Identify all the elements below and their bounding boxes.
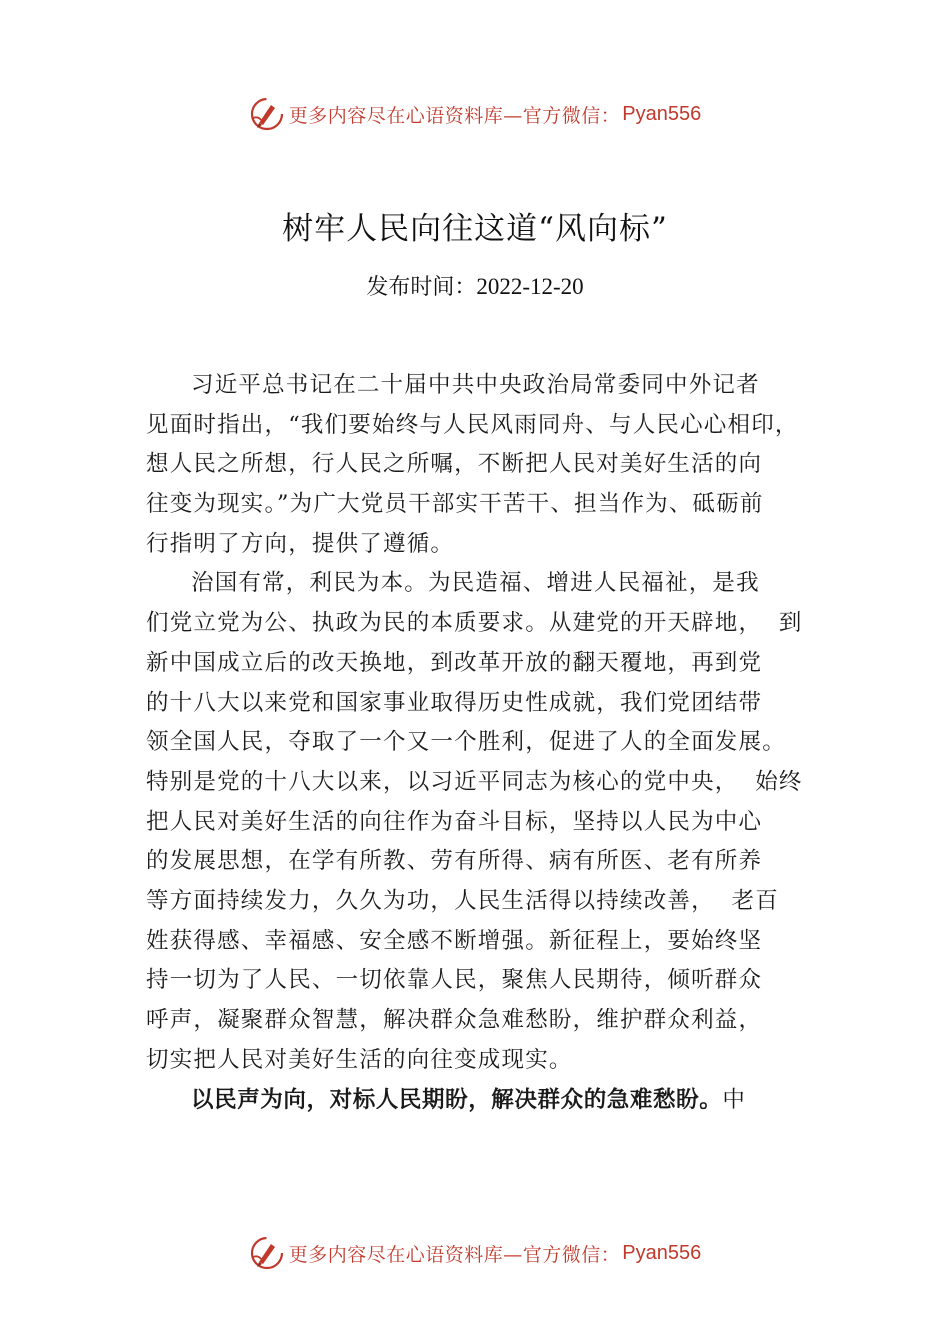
- paragraph-line: 的发展思想，在学有所教、劳有所得、病有所医、老有所养: [146, 848, 763, 875]
- paragraph-line: 姓获得感、幸福感、安全感不断增强。新征程上，要始终坚: [146, 927, 763, 954]
- banner-text: 更多内容尽在心语资料库—官方微信：: [288, 104, 621, 127]
- paragraph-line: 想人民之所想，行人民之所嘱，不断把人民对美好生活的向: [146, 451, 763, 478]
- paragraph-line: 行指明了方向，提供了遵循。: [146, 530, 455, 557]
- article-body: [146, 366, 822, 1120]
- paragraph-line: 见面时指出，“我们要始终与人民风雨同舟、与人民心心相印，: [146, 411, 799, 438]
- footer-banner: [0, 1233, 950, 1273]
- paragraph-line: 治国有常，利民为本。为民造福、增进人民福祉，是我: [191, 570, 760, 597]
- paragraph-line: 习近平总书记在二十届中共中央政治局常委同中外记者: [191, 372, 760, 398]
- banner-wechat-id: Pyan556: [622, 1241, 702, 1264]
- paragraph-line: 呼声，凝聚群众智慧，解决群众急难愁盼，维护群众利益，: [146, 1007, 763, 1033]
- paragraph-line: 新中国成立后的改天换地，到改革开放的翻天覆地，再到党: [146, 649, 763, 676]
- header-banner: [0, 94, 950, 134]
- continuation-text: 中: [722, 1087, 746, 1114]
- banner-text: 更多内容尽在心语资料库—官方微信：: [288, 1243, 621, 1266]
- paragraph-line: 们党立党为公、执政为民的本质要求。从建党的开天辟地， 到: [146, 610, 803, 637]
- bold-lead-text: 以民声为向，对标人民期盼，解决群众的急难愁盼。: [191, 1087, 723, 1113]
- paragraph-line: 等方面持续发力，久久为功，人民生活得以持续改善， 老百: [146, 887, 779, 914]
- publish-date: [0, 270, 950, 301]
- paragraph-line: 把人民对美好生活的向往作为奋斗目标，坚持以人民为中心: [146, 808, 763, 835]
- paragraph-line: 往变为现实。”为广大党员干部实干苦干、担当作为、砥砺前: [146, 491, 764, 518]
- paragraph-line: 切实把人民对美好生活的向往变成现实。: [146, 1046, 573, 1073]
- publish-date-value: 2022-12-20: [476, 274, 584, 299]
- paragraph-line: 领全国人民，夺取了一个又一个胜利，促进了人的全面发展。: [146, 729, 786, 756]
- document-title: 树牢人民向往这道“风向标”: [282, 211, 668, 247]
- bold-lead-line: [146, 1080, 822, 1120]
- paragraph-line: 持一切为了人民、一切依靠人民，聚焦人民期待，倾听群众: [146, 967, 763, 994]
- pen-logo-icon: [249, 96, 285, 132]
- paragraph-line: 的十八大以来党和国家事业取得历史性成就，我们党团结带: [146, 689, 763, 716]
- paragraph-line: 特别是党的十八大以来，以习近平同志为核心的党中央， 始终: [146, 768, 803, 795]
- pen-logo-icon: [249, 1235, 285, 1271]
- publish-date-label: 发布时间：: [366, 275, 477, 300]
- banner-wechat-id: Pyan556: [622, 102, 702, 125]
